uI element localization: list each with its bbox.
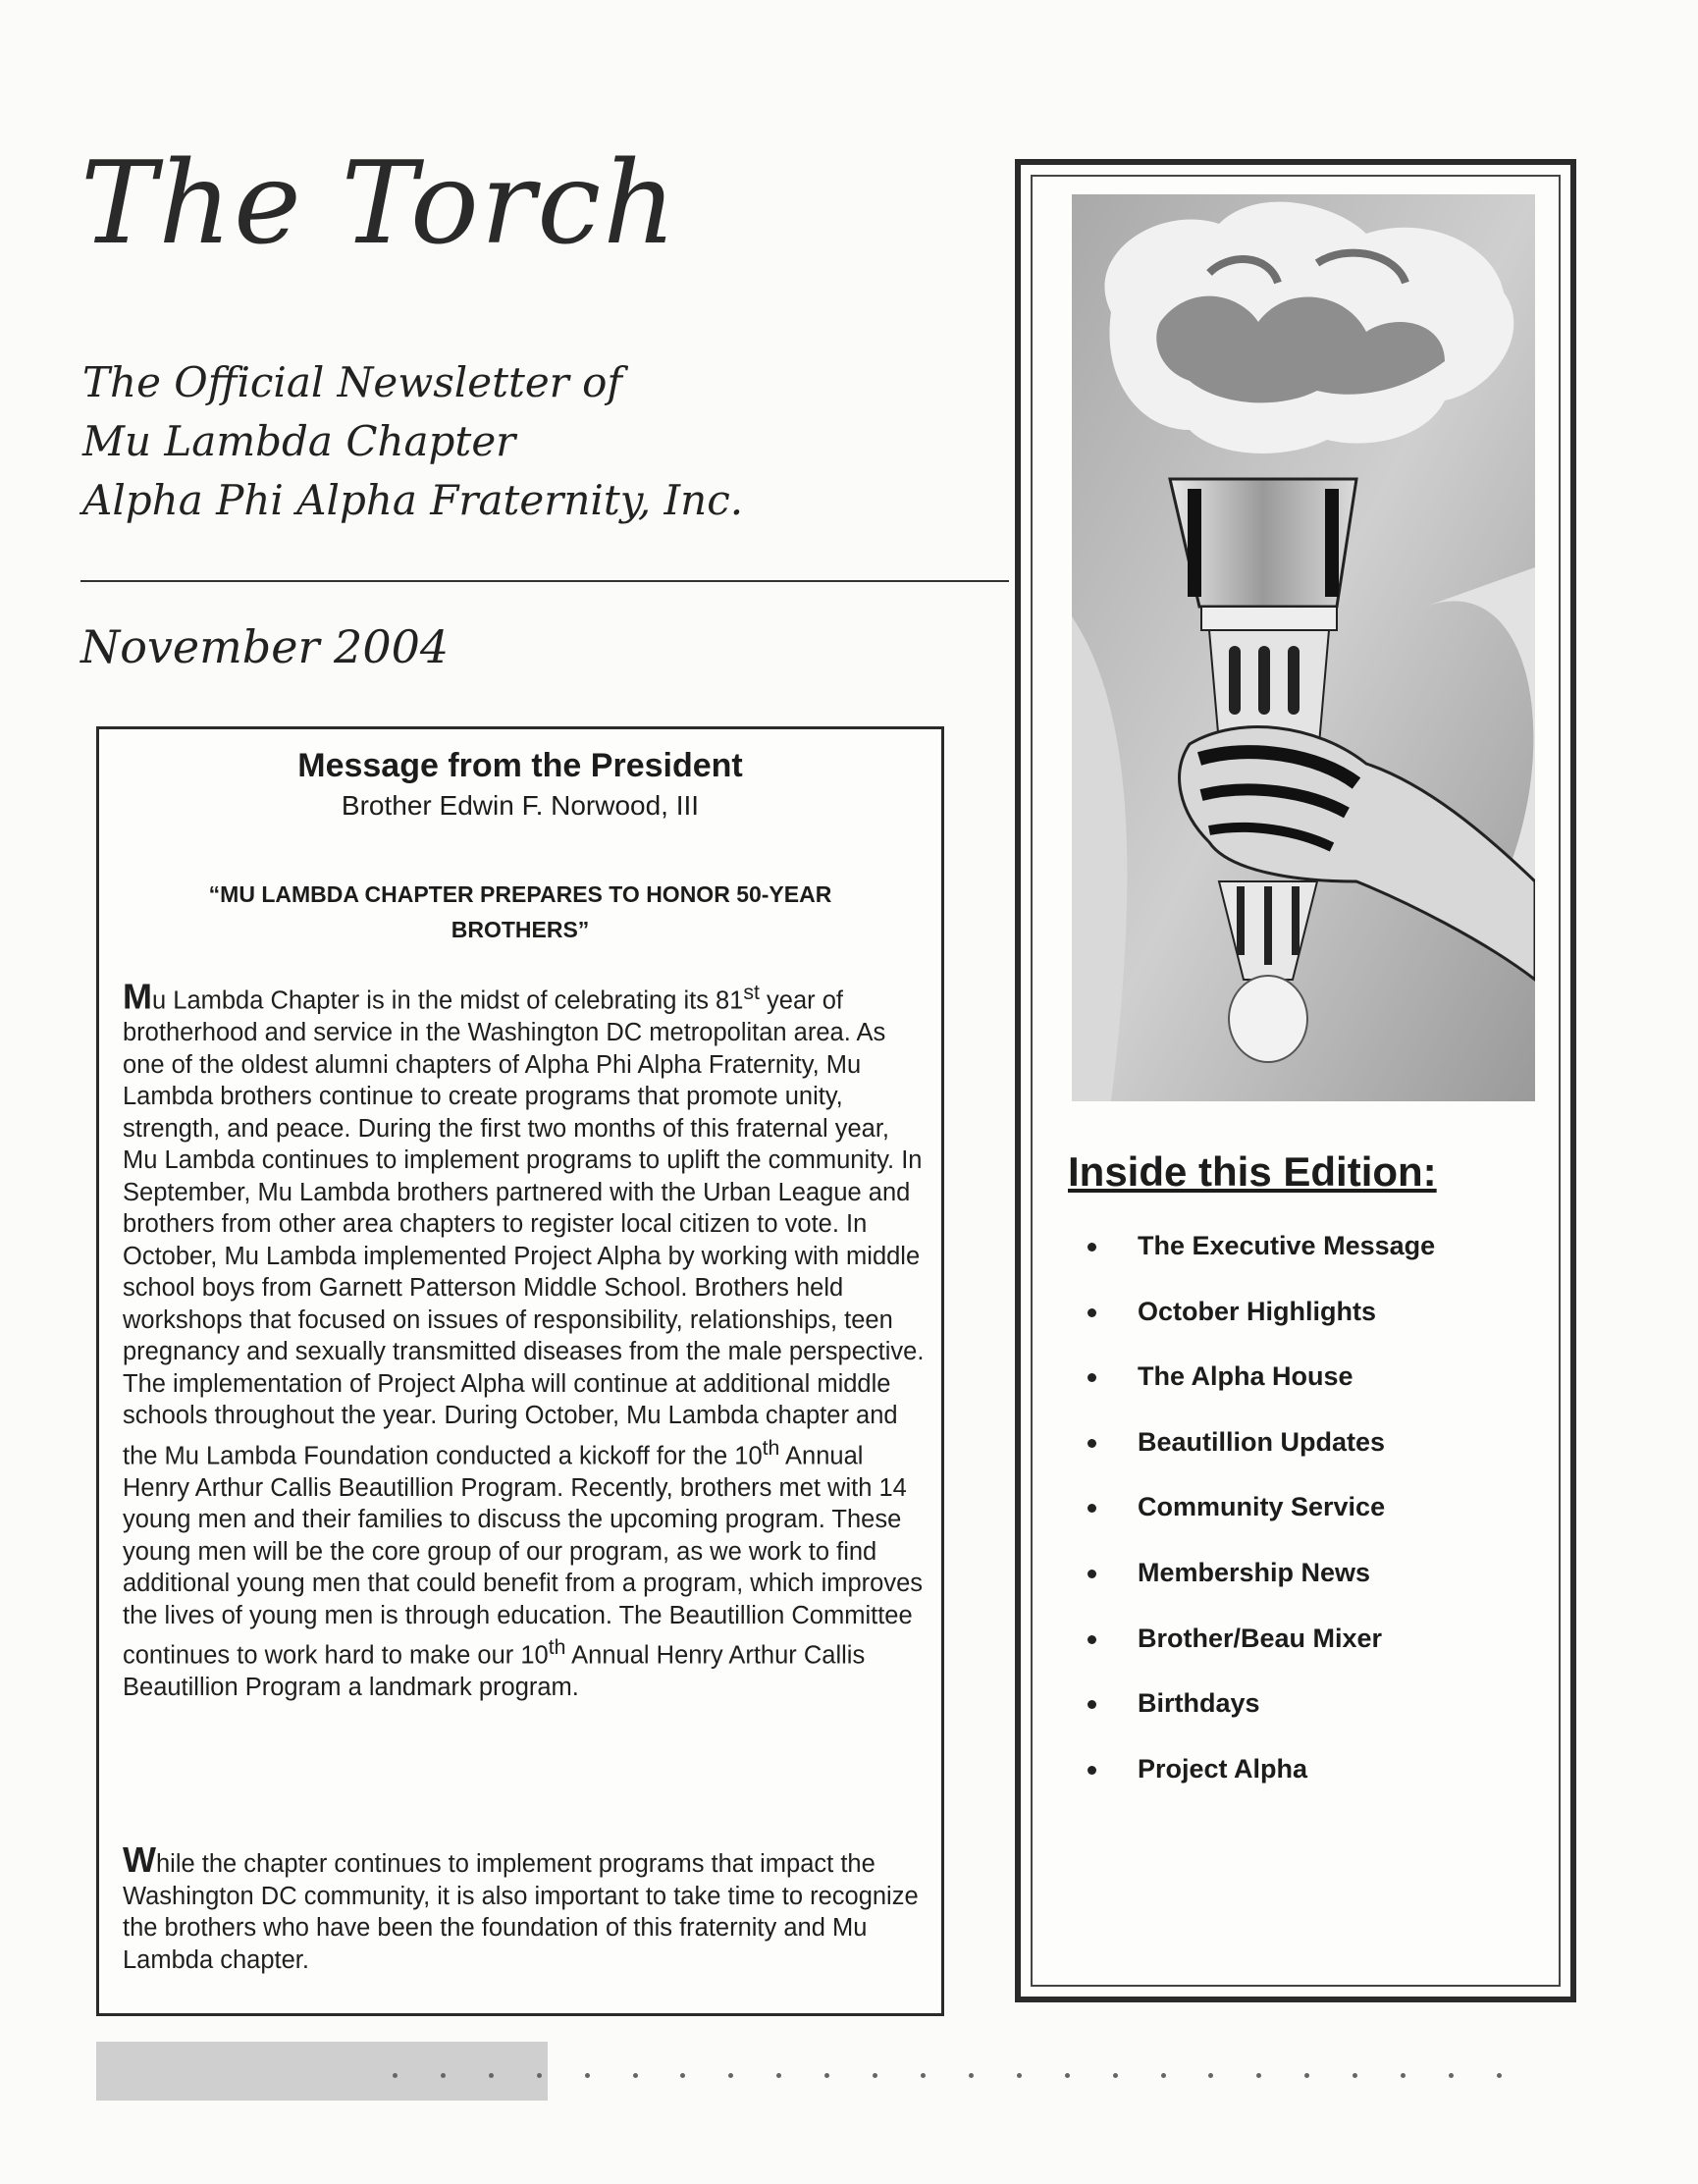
edition-date: November 2004 <box>80 620 450 673</box>
article-paragraph-2 <box>123 1839 928 1976</box>
paragraph-text: hile the chapter continues to implement programs that impact the Washington DC community, it is also important to take time to recognize the brothers who have been the foundation of this fraternity and Mu Lambda chapter. <box>123 1850 919 1974</box>
list-item <box>1088 1492 1435 1558</box>
table-of-contents <box>1088 1231 1435 1819</box>
subtitle-line: Alpha Phi Alpha Fraternity, Inc. <box>82 476 744 524</box>
newsletter-subtitle <box>82 353 743 530</box>
bullet-icon <box>1088 1766 1096 1775</box>
list-item <box>1088 1361 1435 1427</box>
bullet-icon <box>1088 1373 1096 1382</box>
list-item <box>1088 1688 1435 1754</box>
drop-cap: M <box>123 976 152 1017</box>
list-item-label: Project Alpha <box>1138 1753 1308 1784</box>
president-message-box <box>96 726 944 2016</box>
torch-icon <box>1072 194 1535 1101</box>
paragraph-text: year of brotherhood and service in the Washington DC metropolitan area. As one of the oldest alumni chapters of Alpha Phi Alpha Fraternity, Mu Lambda brothers continue to create programs that promote unity, strength, and peace. During the first two months of this fraternal year, Mu Lambda continues to implement programs to uplift the community. In September, Mu Lambda brothers partnered with the Urban League and brothers from other area chapters to register local citizen to vote. In October, Mu Lambda implemented Project Alpha by working with middle school boys from Garnett Patterson Middle School. Brothers held workshops that focused on issues of responsibility, relationships, teen pregnancy and sexually transmitted diseases from the male perspective. The implementation of Project Alpha will continue at additional middle schools throughout the year. During October, Mu Lambda chapter and the Mu Lambda Foundation conducted a kickoff for the 10 <box>123 986 925 1469</box>
footer-bar <box>96 2042 548 2101</box>
list-item-label: Brother/Beau Mixer <box>1138 1623 1383 1653</box>
list-item-label: The Alpha House <box>1138 1361 1353 1392</box>
ordinal-suffix: th <box>548 1635 566 1659</box>
sidebar-inner-frame <box>1031 175 1561 1987</box>
list-item <box>1088 1427 1435 1493</box>
president-message-heading: Message from the President <box>297 747 743 784</box>
paragraph-text: Annual Henry Arthur Callis Beautillion Program a landmark program. <box>123 1641 866 1701</box>
list-item <box>1088 1231 1435 1297</box>
ordinal-suffix: th <box>762 1435 780 1460</box>
paragraph-text: u Lambda Chapter is in the midst of celebrating its 81 <box>152 986 744 1015</box>
inside-edition-heading: Inside this Edition: <box>1068 1148 1437 1195</box>
list-item-label: The Executive Message <box>1138 1231 1436 1260</box>
list-item-label: October Highlights <box>1138 1296 1376 1326</box>
list-item-label: Beautillion Updates <box>1138 1426 1386 1457</box>
newsletter-title: The Torch <box>80 137 678 270</box>
paragraph-text: Annual Henry Arthur Callis Beautillion Program. Recently, brothers met with 14 young men and their families to discuss the upcoming program. These young men will be the core group of our program, as we work to find additional young men that could benefit from a program, which improves the lives of young men is through education. The Beautillion Committee continues to work hard to make our 10 <box>123 1442 924 1670</box>
bullet-icon <box>1088 1570 1096 1578</box>
article-headline: “MU LAMBDA CHAPTER PREPARES TO HONOR 50-YEAR BROTHERS” <box>208 881 832 942</box>
bullet-icon <box>1088 1243 1096 1252</box>
article-paragraph-1 <box>123 977 928 1704</box>
bullet-icon <box>1088 1439 1096 1448</box>
masthead-divider <box>80 580 1009 582</box>
footer-dot-leader <box>393 2073 1502 2081</box>
drop-cap: W <box>123 1839 156 1880</box>
torch-in-hand-illustration <box>1072 194 1535 1101</box>
list-item-label: Birthdays <box>1138 1688 1260 1719</box>
inside-edition-sidebar <box>1015 159 1576 2002</box>
bullet-icon <box>1088 1308 1096 1317</box>
subtitle-line: The Official Newsletter of <box>82 358 622 406</box>
list-item <box>1088 1297 1435 1362</box>
president-name: Brother Edwin F. Norwood, III <box>341 790 700 821</box>
list-item <box>1088 1558 1435 1624</box>
bullet-icon <box>1088 1635 1096 1644</box>
list-item <box>1088 1624 1435 1689</box>
subtitle-line: Mu Lambda Chapter <box>82 417 516 465</box>
bullet-icon <box>1088 1504 1096 1513</box>
list-item-label: Membership News <box>1138 1557 1371 1587</box>
bullet-icon <box>1088 1700 1096 1709</box>
ordinal-suffix: st <box>743 981 760 1004</box>
list-item-label: Community Service <box>1138 1492 1386 1522</box>
list-item <box>1088 1754 1435 1820</box>
